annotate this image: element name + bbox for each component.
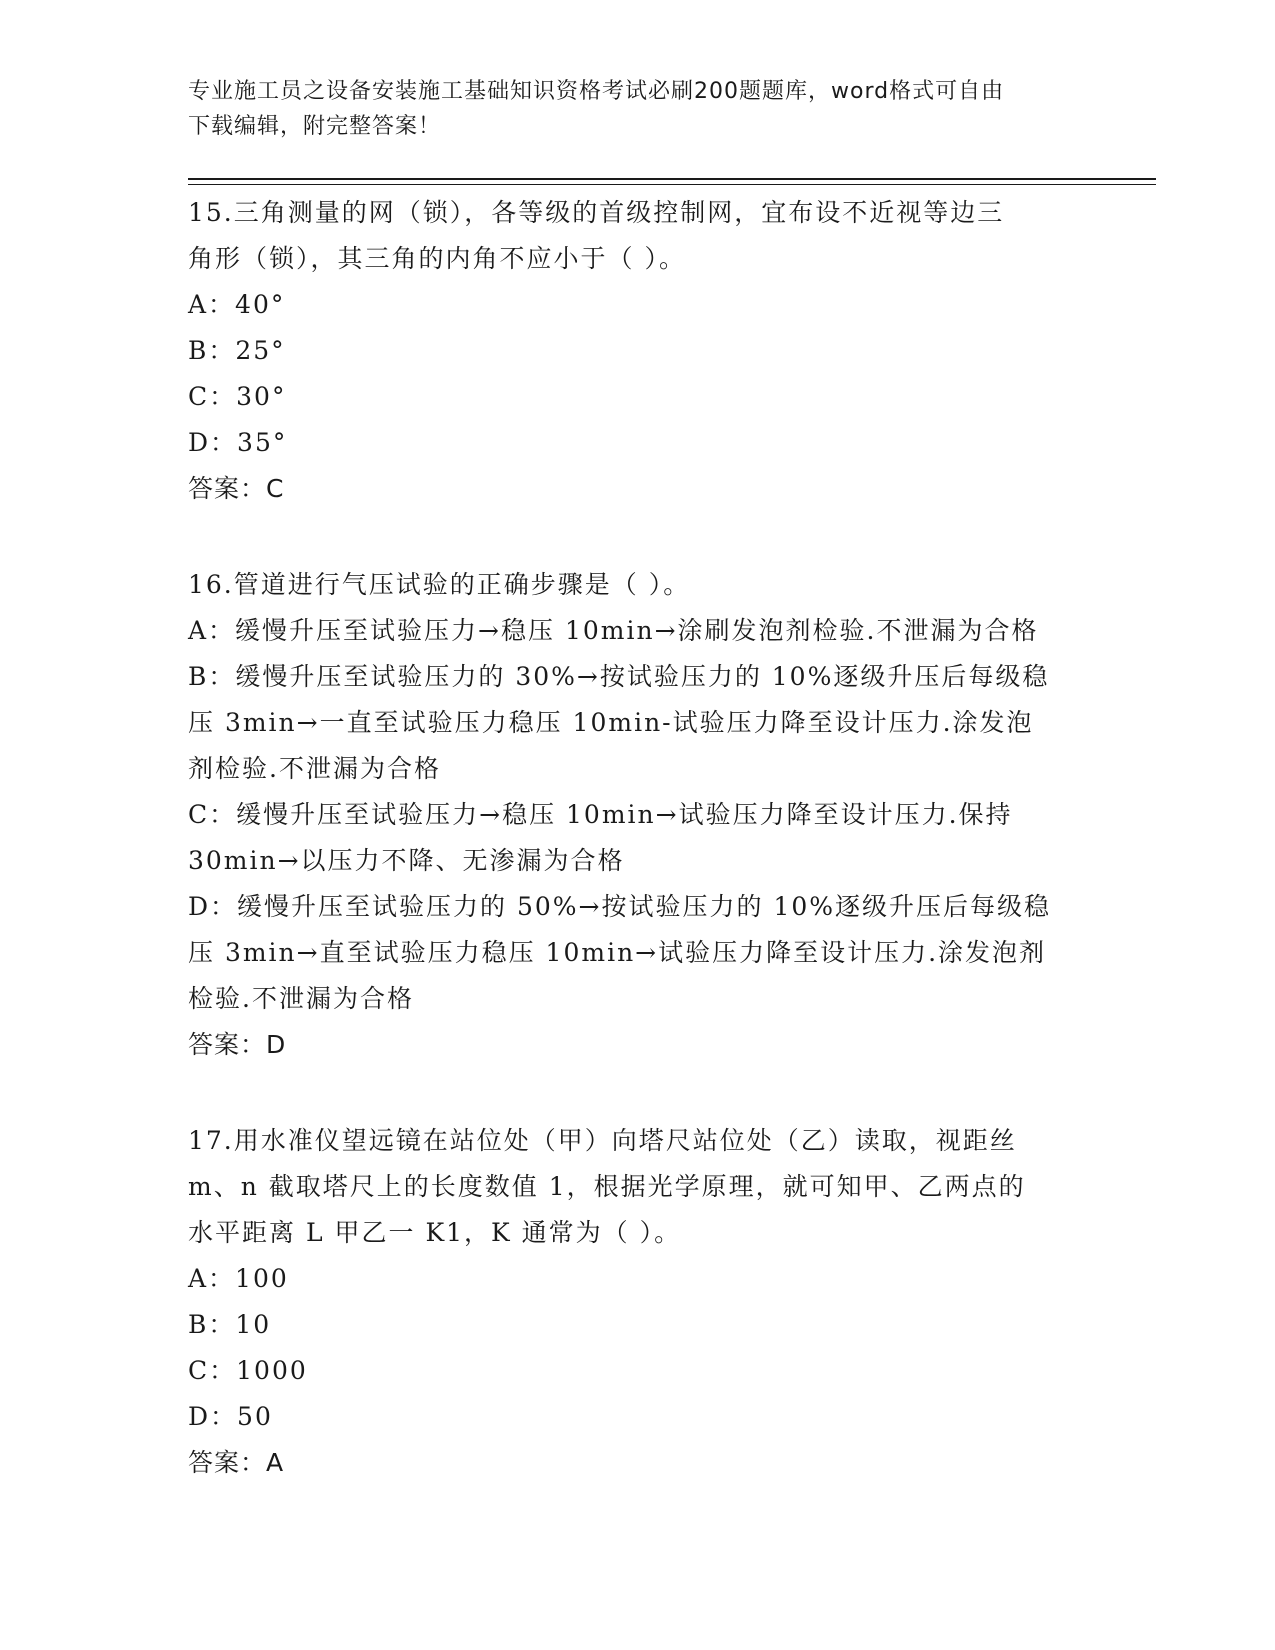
question-stem-line: m、n 截取塔尺上的长度数值 1，根据光学原理，就可知甲、乙两点的 — [188, 1172, 1026, 1201]
question-stem-line: 16.管道进行气压试验的正确步骤是（ ）。 — [188, 570, 691, 599]
option-a: A：40° — [188, 290, 286, 319]
question-stem-line: 水平距离 L 甲乙一 K1，K 通常为（ ）。 — [188, 1218, 682, 1247]
answer-line: 答案：C — [188, 474, 285, 503]
question-17 — [188, 1118, 1088, 1486]
option-b: B：25° — [188, 336, 286, 365]
option-c-line: C：缓慢升压至试验压力→稳压 10min→试验压力降至设计压力.保持 — [188, 800, 1013, 829]
question-stem-line: 角形（锁），其三角的内角不应小于（ ）。 — [188, 244, 686, 273]
option-b-line: B：缓慢升压至试验压力的 30%→按试验压力的 10%逐级升压后每级稳 — [188, 662, 1050, 691]
header-line: 专业施工员之设备安装施工基础知识资格考试必刷200题题库，word格式可自由 — [188, 79, 1005, 104]
question-list — [188, 190, 1088, 1486]
question-stem-line: 15.三角测量的网（锁），各等级的首级控制网，宜布设不近视等边三 — [188, 198, 1005, 227]
option-b: B：10 — [188, 1310, 272, 1339]
question-16 — [188, 562, 1088, 1068]
option-d-line: D：缓慢升压至试验压力的 50%→按试验压力的 10%逐级升压后每级稳 — [188, 892, 1052, 921]
option-a: A：缓慢升压至试验压力→稳压 10min→涂刷发泡剂检验.不泄漏为合格 — [188, 616, 1039, 645]
answer-line: 答案：A — [188, 1448, 285, 1477]
document-header — [188, 74, 1088, 144]
option-c-line: 30min→以压力不降、无渗漏为合格 — [188, 846, 625, 875]
option-d: D：50 — [188, 1402, 273, 1431]
header-divider-thin — [188, 184, 1156, 185]
question-stem-line: 17.用水准仪望远镜在站位处（甲）向塔尺站位处（乙）读取，视距丝 — [188, 1126, 1017, 1155]
header-line: 下载编辑，附完整答案！ — [188, 114, 442, 139]
option-c: C：30° — [188, 382, 287, 411]
question-15 — [188, 190, 1088, 512]
option-d-line: 压 3min→直至试验压力稳压 10min→试验压力降至设计压力.涂发泡剂 — [188, 938, 1047, 967]
option-c: C：1000 — [188, 1356, 308, 1385]
option-a: A：100 — [188, 1264, 289, 1293]
answer-line: 答案：D — [188, 1030, 287, 1059]
option-d: D：35° — [188, 428, 288, 457]
header-divider — [188, 178, 1156, 180]
option-b-line: 剂检验.不泄漏为合格 — [188, 754, 441, 783]
option-b-line: 压 3min→一直至试验压力稳压 10min-试验压力降至设计压力.涂发泡 — [188, 708, 1034, 737]
option-d-line: 检验.不泄漏为合格 — [188, 984, 414, 1013]
